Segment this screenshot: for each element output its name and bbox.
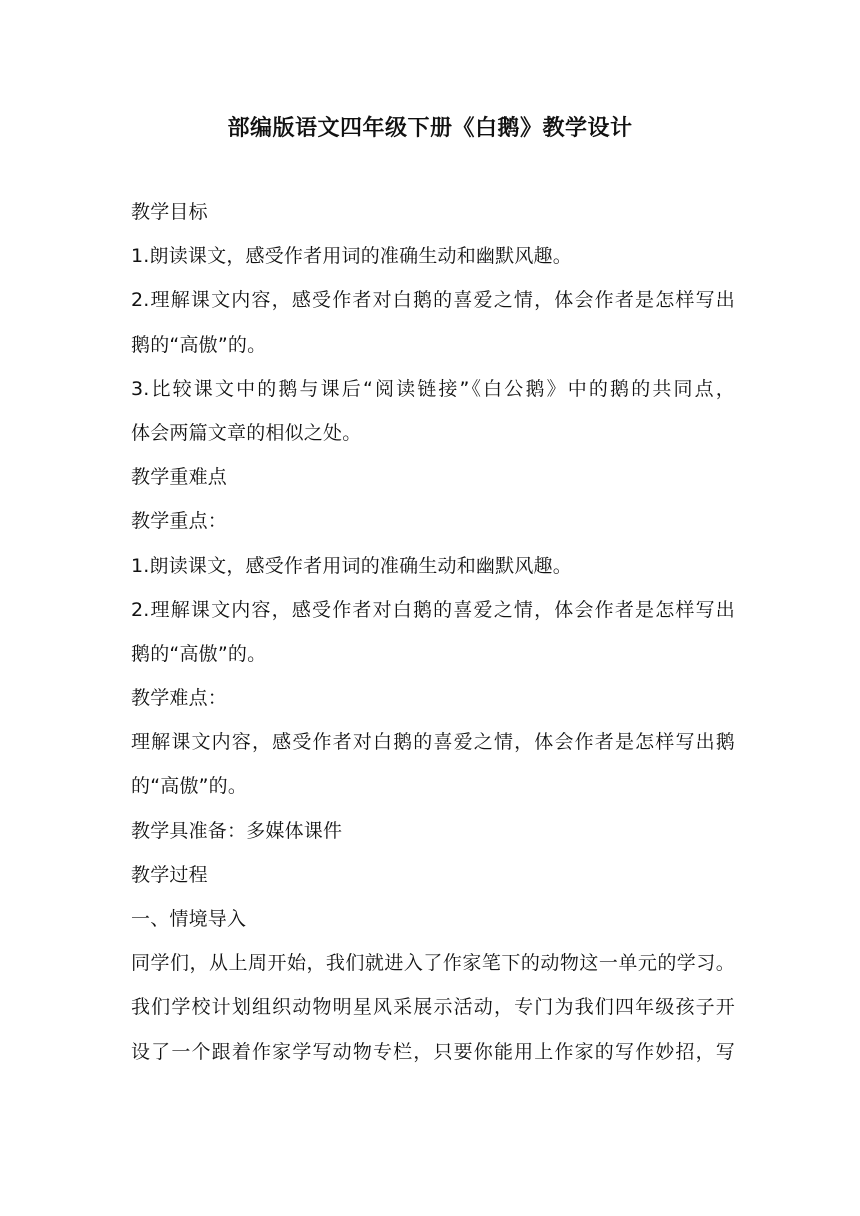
goal-item-3-line-2: 体会两篇文章的相似之处。 [131,421,362,444]
section-heading-key-difficult-points: 教学重难点 [131,466,228,489]
section-heading-teaching-process: 教学过程 [131,863,208,886]
difficult-point-line-2: 的“高傲”的。 [131,775,248,798]
difficult-point-line-1: 理解课文内容，感受作者对白鹅的喜爱之情，体会作者是怎样写出鹅 [131,731,735,754]
paragraph-line-3: 设了一个跟着作家学写动物专栏，只要你能用上作家的写作妙招，写 [131,1040,735,1063]
key-point-1: 1.朗读课文，感受作者用词的准确生动和幽默风趣。 [131,554,572,577]
subheading-key-points: 教学重点： [131,510,228,533]
document-body [131,198,735,1082]
paragraph-line-1: 同学们，从上周开始，我们就进入了作家笔下的动物这一单元的学习。 [131,952,735,975]
subheading-difficult-points: 教学难点： [131,687,228,710]
key-point-2-line-2: 鹅的“高傲”的。 [131,642,267,665]
goal-item-2-line-1: 2.理解课文内容，感受作者对白鹅的喜爱之情，体会作者是怎样写出 [131,289,735,312]
goal-item-2-line-2: 鹅的“高傲”的。 [131,333,267,356]
paragraph-line-2: 我们学校计划组织动物明星风采展示活动，专门为我们四年级孩子开 [131,996,735,1019]
key-point-2-line-1: 2.理解课文内容，感受作者对白鹅的喜爱之情，体会作者是怎样写出 [131,598,735,621]
teaching-materials: 教学具准备：多媒体课件 [131,819,343,842]
goal-item-3-line-1: 3.比较课文中的鹅与课后“阅读链接”《白公鹅》中的鹅的共同点， [131,377,735,400]
goal-item-1: 1.朗读课文，感受作者用词的准确生动和幽默风趣。 [131,245,572,268]
document-title: 部编版语文四年级下册《白鹅》教学设计 [227,116,633,141]
section-heading-teaching-goals: 教学目标 [131,201,208,223]
subsection-heading-scenario-intro: 一、情境导入 [131,908,247,930]
